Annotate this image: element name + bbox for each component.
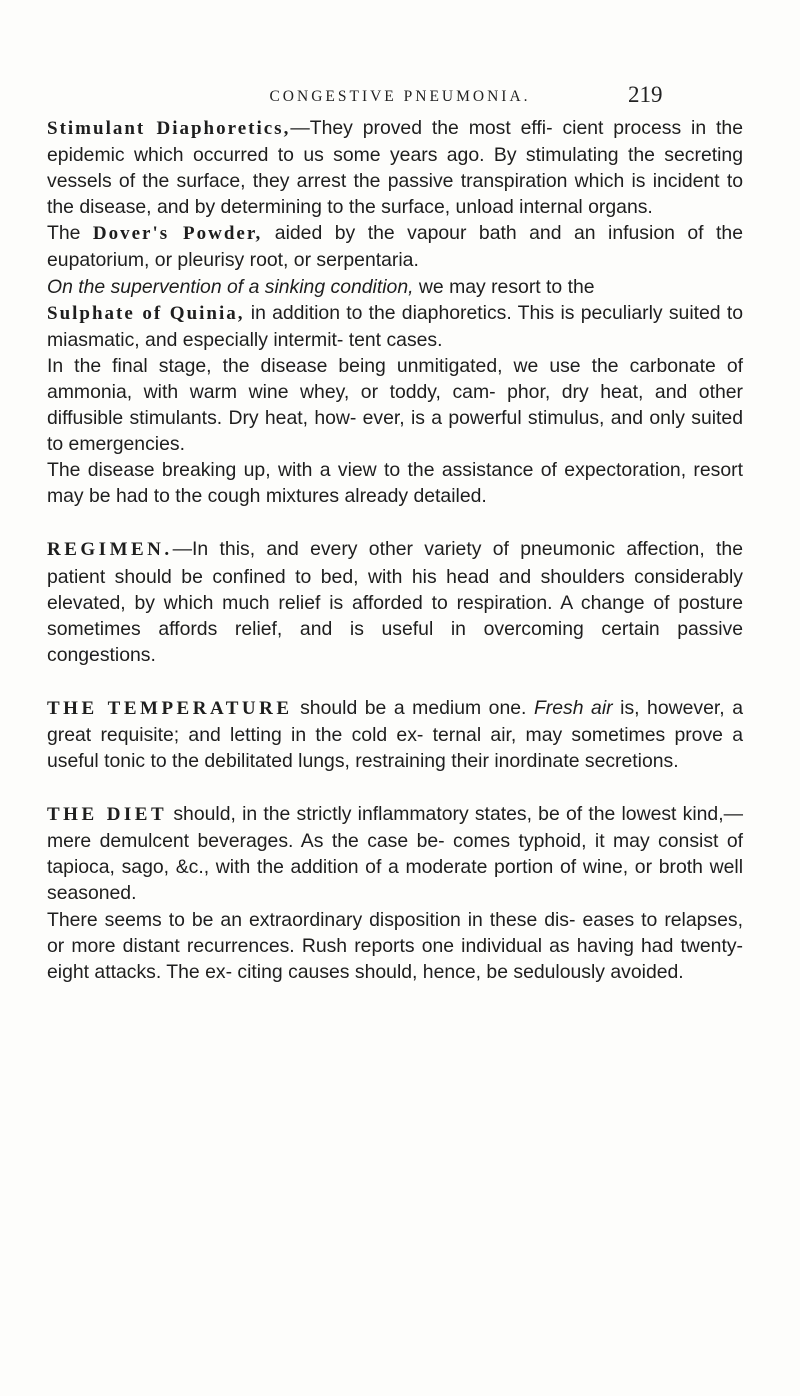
paragraph-regimen	[47, 536, 743, 667]
heading-dovers-powder: Dover's Powder,	[92, 223, 263, 245]
paragraph-temperature	[47, 695, 743, 774]
heading-regimen: REGIMEN.	[47, 539, 173, 561]
paragraph-relapses	[47, 907, 743, 985]
heading-temperature: THE TEMPERATURE	[47, 697, 293, 719]
paragraph-sinking-condition	[47, 274, 743, 300]
heading-stimulant-diaphoretics: Stimulant Diaphoretics,	[47, 118, 291, 139]
italic-phrase: On the supervention of a sinking condition,	[47, 275, 414, 298]
heading-sulphate-quinia: Sulphate of Quinia,	[47, 302, 245, 324]
paragraph-text: in addition to the diaphoretics. This is peculiarly suited to miasmatic, and especially intermit- tent cases.	[47, 301, 743, 351]
paragraph-text: should, in the strictly inflammatory states, be of the lowest kind,—mere demulcent beverages. As the case be- comes typhoid, it may consist of tapioca, sago, &c., with the addition of a moderate portion of wine, or broth well seasoned.	[47, 803, 743, 905]
italic-phrase: Fresh air	[533, 696, 613, 719]
paragraph-text: aided by the vapour bath and an infusion of the eupatorium, or pleurisy root, or serpentaria.	[47, 222, 743, 272]
paragraph-text: In the final stage, the disease being unmitigated, we use the carbonate of ammonia, with warm wine whey, or toddy, cam- phor, dry heat, and other diffusible stimulants. Dry heat, how- ever, is a powerful stimulus, and only suited to emergencies.	[47, 354, 743, 456]
paragraph-prefix: The	[47, 222, 93, 245]
paragraph-text: There seems to be an extraordinary disposition in these dis- eases to relapses, or more distant recurrences. Rush reports one individual as having had twenty-eight attacks. The ex- citing causes should, hence, be sedulously avoided.	[47, 908, 743, 983]
paragraph-text: —In this, and every other variety of pneumonic affection, the patient should be confined to bed, with his head and shoulders considerably elevated, by which much relief is afforded to respiration. A change of posture sometimes affords relief, and is useful in overcoming certain passive congestions.	[47, 538, 743, 666]
paragraph-final-stage	[47, 353, 743, 457]
paragraph-stimulant-diaphoretics	[47, 115, 743, 220]
running-title: CONGESTIVE PNEUMONIA.	[269, 88, 531, 105]
paragraph-text: —They proved the most effi- cient process in the epidemic which occurred to us some years ago. By stimulating the secreting vessels of the surface, they arrest the passive transpiration which is incident to the disease, and by determining to the surface, unload internal organs.	[47, 117, 743, 219]
paragraph-sulphate-quinia	[47, 300, 743, 353]
heading-diet: THE DIET	[47, 804, 168, 826]
page-number: 219	[628, 82, 663, 107]
paragraph-text: The disease breaking up, with a view to the assistance of expectoration, resort may be had to the cough mixtures already detailed.	[47, 459, 743, 508]
paragraph-text: we may resort to the	[413, 275, 595, 298]
paragraph-disease-breaking-up	[47, 457, 743, 509]
paragraph-text: should be a medium one.	[292, 696, 534, 719]
page-header	[0, 84, 800, 114]
paragraph-diet	[47, 801, 743, 906]
paragraph-dovers-powder	[47, 220, 743, 273]
paragraph-text-continued: is, however, a great requisite; and letting in the cold ex- ternal air, may sometimes prove a useful tonic to the debilitated lungs, restraining their inordinate secretions.	[47, 696, 743, 773]
page-body	[47, 115, 743, 985]
